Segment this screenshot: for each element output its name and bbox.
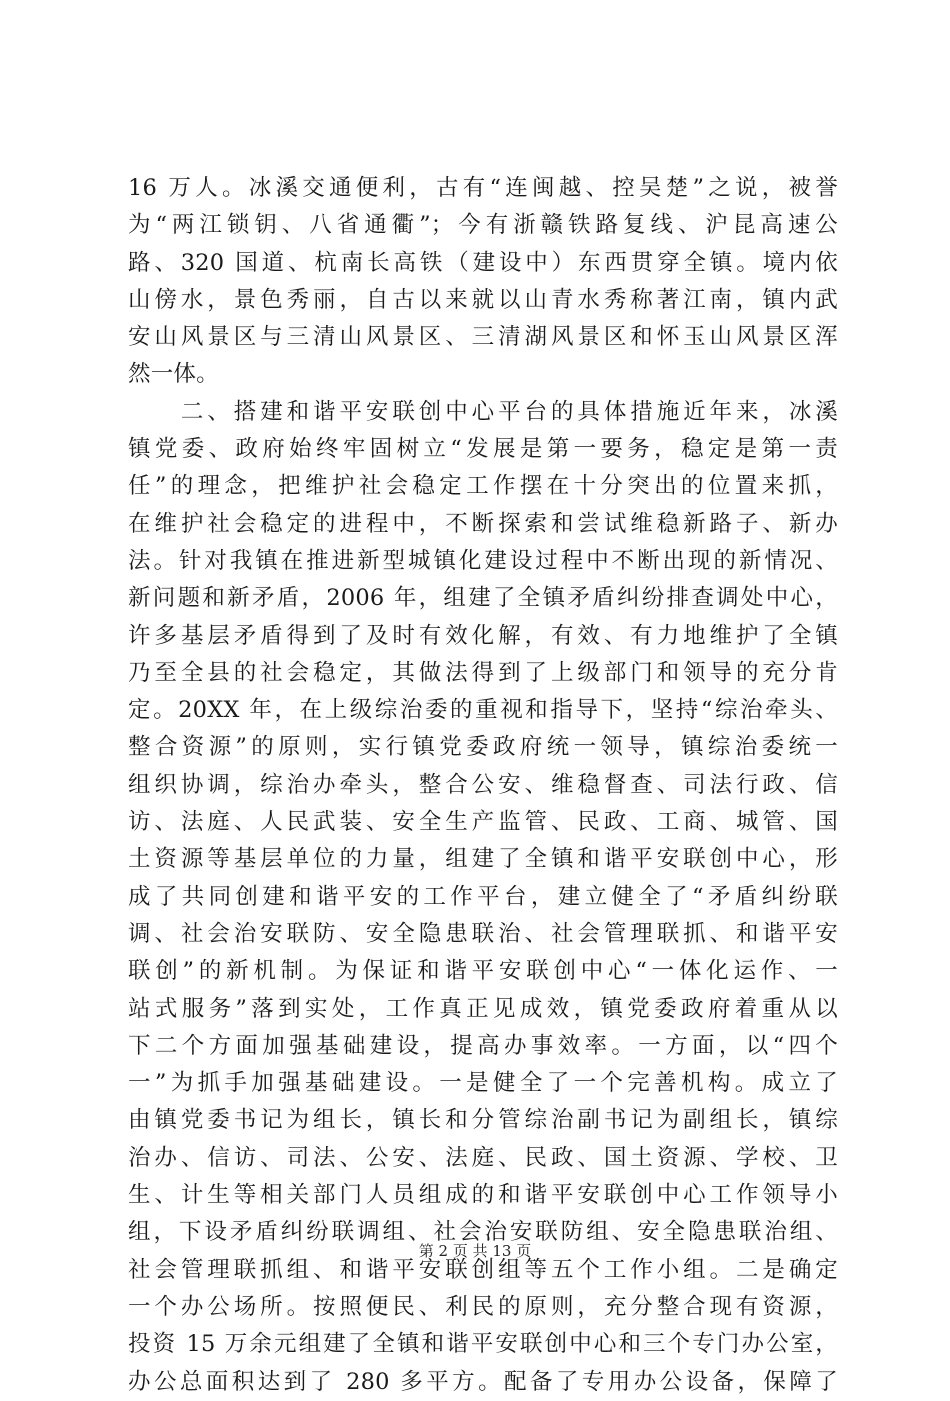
text-line: 乃至全县的社会稳定，其做法得到了上级部门和领导的充分肯	[128, 659, 838, 686]
text-line: 安山风景区与三清山风景区、三清湖风景区和怀玉山风景区浑	[128, 324, 838, 351]
text-line: 然一体。	[128, 361, 219, 388]
text-line: 社会管理联抓组、和谐平安联创组等五个工作小组。二是确定	[128, 1256, 838, 1283]
text-line: 16 万人。冰溪交通便利，古有“连闽越、控吴楚”之说，被誉	[128, 175, 838, 201]
text-line: 访、法庭、人民武装、安全生产监管、民政、工商、城管、国	[128, 809, 838, 836]
text-line: 调、社会治安联防、安全隐患联治、社会管理联抓、和谐平安	[128, 920, 838, 947]
text-line: 山傍水，景色秀丽，自古以来就以山青水秀称著江南，镇内武	[128, 286, 838, 313]
text-line: 土资源等基层单位的力量，组建了全镇和谐平安联创中心，形	[128, 846, 838, 873]
text-line: 许多基层矛盾得到了及时有效化解，有效、有力地维护了全镇	[128, 622, 838, 649]
text-line: 治办、信访、司法、公安、法庭、民政、国土资源、学校、卫	[128, 1144, 838, 1171]
page-footer: 第 2 页 共 13 页	[418, 1242, 532, 1260]
text-line: 镇党委、政府始终牢固树立“发展是第一要务，稳定是第一责	[128, 436, 838, 463]
text-line: 由镇党委书记为组长，镇长和分管综治副书记为副组长，镇综	[128, 1107, 838, 1134]
text-line: 成了共同创建和谐平安的工作平台，建立健全了“矛盾纠纷联	[128, 883, 838, 910]
text-line: 二、搭建和谐平安联创中心平台的具体措施近年来，冰溪	[128, 398, 838, 425]
text-line: 整合资源”的原则，实行镇党委政府统一领导，镇综治委统一	[128, 734, 838, 761]
text-line: 下二个方面加强基础建设，提高办事效率。一方面，以“四个	[128, 1032, 838, 1059]
text-line: 路、320 国道、杭南长高铁（建设中）东西贯穿全镇。境内依	[128, 249, 838, 276]
text-line: 定。20XX 年，在上级综治委的重视和指导下，坚持“综治牵头、	[128, 697, 838, 724]
text-line: 在维护社会稳定的进程中，不断探索和尝试维稳新路子、新办	[128, 510, 838, 537]
text-line: 组织协调，综治办牵头，整合公安、维稳督查、司法行政、信	[128, 771, 838, 798]
text-line: 一”为抓手加强基础建设。一是健全了一个完善机构。成立了	[128, 1070, 838, 1097]
text-line: 联创”的新机制。为保证和谐平安联创中心“一体化运作、一	[128, 958, 838, 985]
text-line: 一个办公场所。按照便民、利民的原则，充分整合现有资源，	[128, 1293, 838, 1320]
text-line: 法。针对我镇在推进新型城镇化建设过程中不断出现的新情况、	[128, 547, 838, 574]
text-line: 生、计生等相关部门人员组成的和谐平安联创中心工作领导小	[128, 1182, 838, 1209]
text-line: 组，下设矛盾纠纷联调组、社会治安联防组、安全隐患联治组、	[128, 1219, 838, 1246]
text-line: 办公总面积达到了 280 多平方。配备了专用办公设备，保障了	[128, 1368, 838, 1395]
text-line: 站式服务”落到实处，工作真正见成效，镇党委政府着重从以	[128, 995, 838, 1022]
body-text	[128, 170, 838, 1401]
text-line: 任”的理念，把维护社会稳定工作摆在十分突出的位置来抓，	[128, 473, 838, 500]
text-line: 投资 15 万余元组建了全镇和谐平安联创中心和三个专门办公室，	[128, 1331, 838, 1358]
text-line: 为“两江锁钥、八省通衢”；今有浙赣铁路复线、沪昆高速公	[128, 212, 838, 239]
text-line: 新问题和新矛盾，2006 年，组建了全镇矛盾纠纷排查调处中心，	[128, 585, 838, 612]
